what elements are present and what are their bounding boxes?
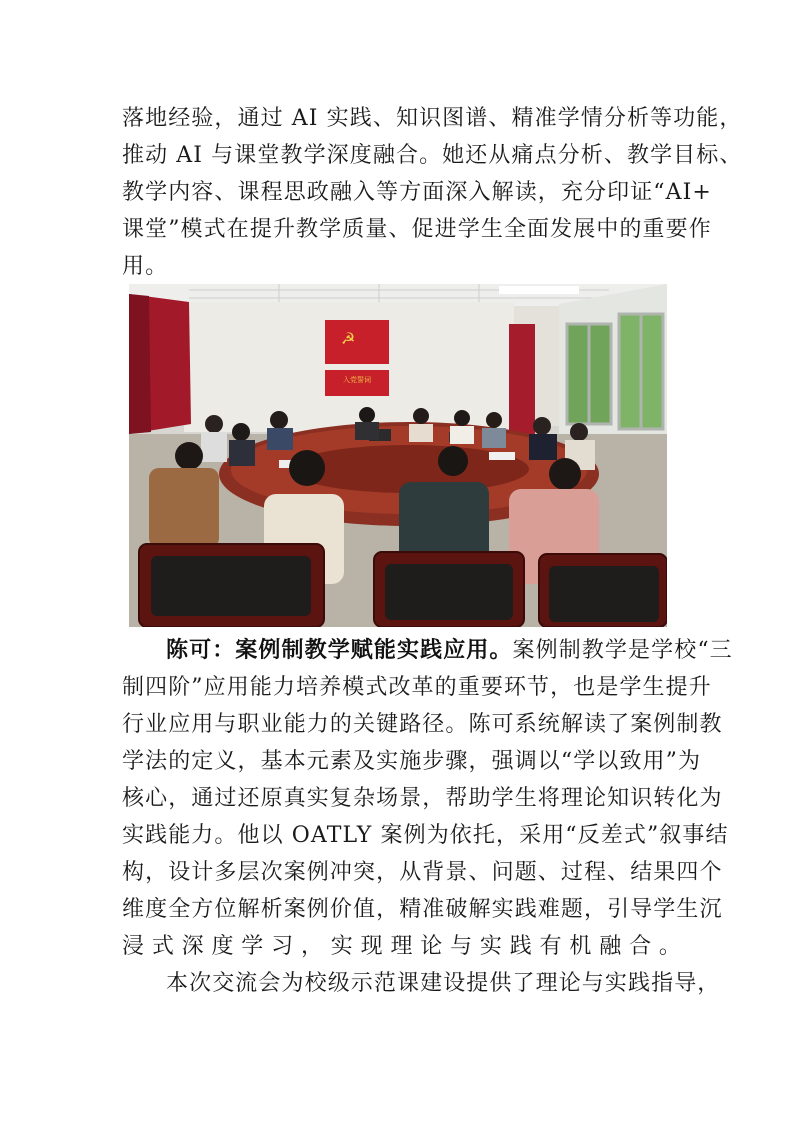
text-line: 浸式深度学习，实现理论与实践有机融合。 [122,934,682,959]
text-line: 落地经验，通过 AI 实践、知识图谱、精准学情分析等功能， [122,106,743,131]
paragraph-conclusion [122,965,721,1002]
text-line: 实践能力。他以 OATLY 案例为依托，采用“反差式”叙事结 [122,823,729,848]
text-line: 用。 [122,254,169,279]
text-line: 核心，通过还原真实复杂场景，帮助学生将理论知识转化为 [122,786,723,811]
lead-continuation: 案例制教学是学校“三 [512,638,733,663]
paragraph-ai-classroom [122,100,743,285]
party-flag [325,320,389,364]
text-line: 教学内容、课程思政融入等方面深入解读，充分印证“AI+ [122,180,712,205]
text-line: 构，设计多层次案例冲突，从背景、问题、过程、结果四个 [122,860,723,885]
text-line: 学法的定义，基本元素及实施步骤，强调以“学以致用”为 [122,749,702,774]
speaker-lead: 陈可：案例制教学赋能实践应用。 [166,638,513,663]
text-line: 推动 AI 与课堂教学深度融合。她还从痛点分析、教学目标、 [122,143,743,168]
meeting-photo [129,284,667,627]
text-line: 行业应用与职业能力的关键路径。陈可系统解读了案例制教 [122,712,723,737]
svg-text:入党誓词: 入党誓词 [343,376,371,384]
text-line: 制四阶”应用能力培养模式改革的重要环节，也是学生提升 [122,675,712,700]
text-line: 维度全方位解析案例价值，精准破解实践难题，引导学生沉 [122,897,723,922]
svg-text:☭: ☭ [341,329,356,348]
text-line [122,632,733,669]
text-line: 本次交流会为校级示范课建设提供了理论与实践指导， [166,971,721,996]
text-line: 课堂”模式在提升教学质量、促进学生全面发展中的重要作 [122,217,712,242]
paragraph-case-teaching [122,632,733,1002]
